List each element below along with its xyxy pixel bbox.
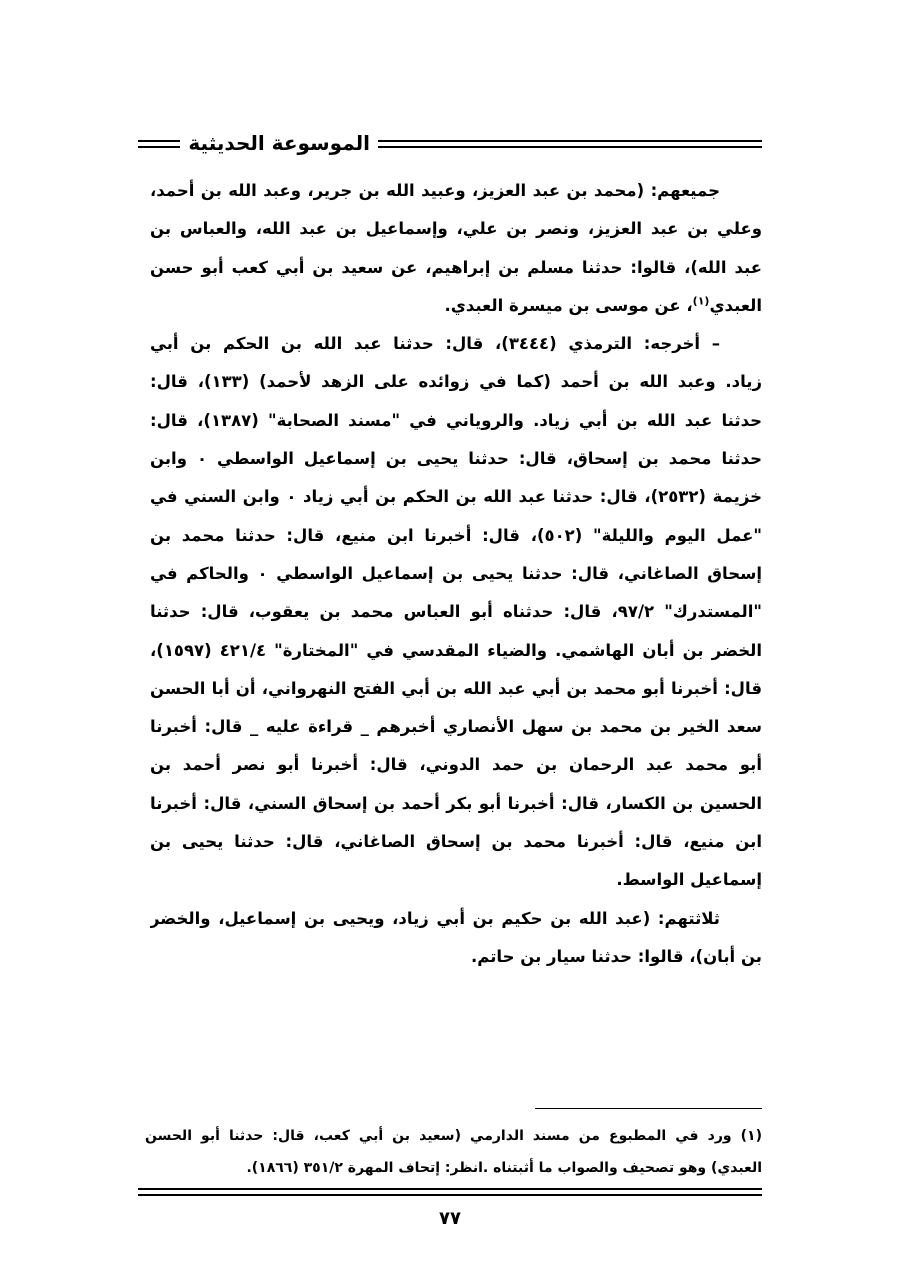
- text-line: ابن منيع، قال: أخبرنا محمد بن إسحاق الصاغاني، قال: حدثنا يحيى بن: [150, 832, 762, 852]
- footnote-separator: [535, 1108, 762, 1109]
- footnotes: [145, 1120, 762, 1184]
- footnote-reference[interactable]: (١): [692, 294, 710, 308]
- text-fragment: ، عن موسى بن ميسرة العبدي.: [444, 295, 693, 315]
- text-line: إسحاق الصاغاني، قال: حدثنا يحيى بن إسماعيل الواسطي ٠ والحاكم في: [150, 563, 762, 583]
- text-line: – أخرجه: الترمذي (٣٤٤٤)، قال: حدثنا عبد الله بن الحكم بن أبي: [150, 334, 720, 354]
- text-fragment: العبدي: [709, 295, 762, 315]
- header-rule-left: [138, 140, 180, 148]
- text-line: إسماعيل الواسط.: [616, 870, 762, 890]
- main-text: [150, 172, 762, 976]
- running-header: [138, 128, 762, 158]
- text-line: قال: أخبرنا أبو محمد بن أبي عبد الله بن أبي الفتح النهرواني، أن أبا الحسن: [150, 678, 762, 698]
- text-line: جميعهم: (محمد بن عبد العزيز، وعبيد الله بن جرير، وعبد الله بن أحمد،: [150, 181, 720, 200]
- text-line: عبد الله)، قالوا: حدثنا مسلم بن إبراهيم، عن سعيد بن أبي كعب أبو حسن: [150, 257, 762, 277]
- bottom-rule: [138, 1188, 762, 1196]
- text-line: أبو محمد عبد الرحمان بن حمد الدوني، قال: أخبرنا أبو نصر أحمد بن: [150, 755, 762, 775]
- text-line: زياد. وعبد الله بن أحمد (كما في زوائده على الزهد لأحمد) (١٣٣)، قال:: [150, 372, 762, 392]
- text-line: سعد الخير بن محمد بن سهل الأنصاري أخبرهم _ قراءة عليه _ قال: أخبرنا: [150, 717, 762, 737]
- text-line: ثلاثتهم: (عبد الله بن حكيم بن أبي زياد، ويحيى بن إسماعيل، والخضر: [150, 908, 720, 928]
- text-line: وعلي بن عبد العزيز، ونصر بن علي، وإسماعيل بن عبد الله، والعباس بن: [150, 219, 762, 239]
- text-line: "المستدرك" ٩٧/٢، قال: حدثناه أبو العباس محمد بن يعقوب، قال: حدثنا: [150, 602, 762, 622]
- text-line: حدثنا عبد الله بن أبي زياد. والروياني في "مسند الصحابة" (١٣٨٧)، قال:: [150, 410, 762, 430]
- text-line: حدثنا محمد بن إسحاق، قال: حدثنا يحيى بن إسماعيل الواسطي ٠ وابن: [150, 449, 762, 469]
- text-line: الخضر بن أبان الهاشمي. والضياء المقدسي في "المختارة" ٤٢١/٤ (١٥٩٧)،: [150, 640, 762, 660]
- header-title: الموسوعة الحديثية: [188, 131, 370, 155]
- text-line: الحسين بن الكسار، قال: أخبرنا أبو بكر أحمد بن إسحاق السني، قال: أخبرنا: [150, 793, 762, 813]
- header-rule-right: [378, 140, 762, 148]
- page-number: ٧٧: [439, 1208, 461, 1229]
- footnote-line: العبدي) وهو تصحيف والصواب ما أثبتناه .انظر: إتحاف المهرة ٣٥١/٢ (١٨٦٦).: [246, 1160, 762, 1176]
- text-line: بن أبان)، قالوا: حدثنا سيار بن حاتم.: [471, 946, 762, 966]
- text-line: خزيمة (٢٥٣٢)، قال: حدثنا عبد الله بن الحكم بن أبي زياد ٠ وابن السني في: [150, 487, 762, 507]
- text-line: [150, 287, 762, 325]
- text-line: "عمل اليوم والليلة" (٥٠٢)، قال: أخبرنا ابن منيع، قال: حدثنا محمد بن: [150, 525, 762, 545]
- footnote-line: (١) ورد في المطبوع من مسند الدارمي (سعيد بن أبي كعب، قال: حدثنا أبو الحسن: [145, 1128, 762, 1144]
